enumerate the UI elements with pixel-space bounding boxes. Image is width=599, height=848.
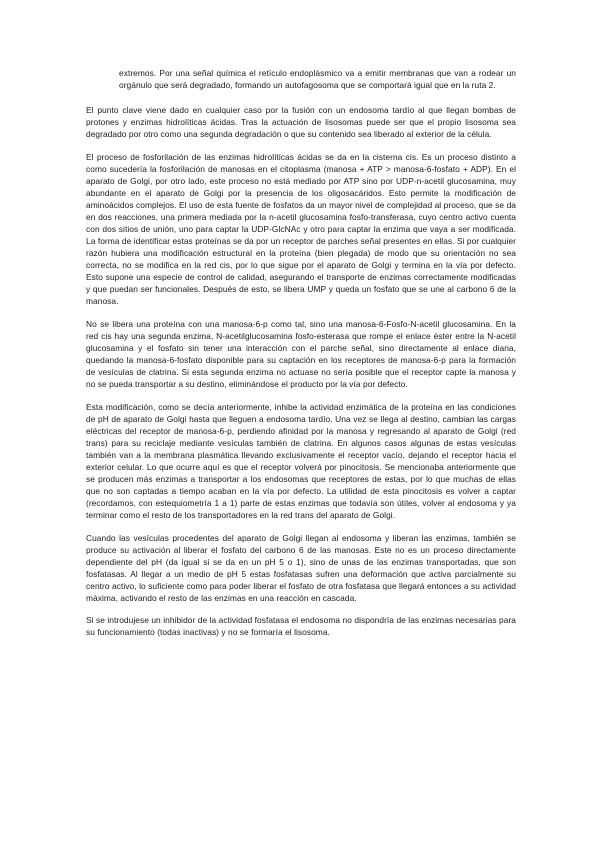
paragraph-receptor-recycling: Esta modificación, como se decía anteriormente, inhibe la actividad enzimática de la proteína en las condiciones de pH de aparato de Golgi hasta que lleguen a endosoma tardío. Una vez se llega al destino, cambian las cargas eléctricas del receptor de manosa-6-p, perdiendo afinidad por la manosa y regresando al aparato de Golgi (red trans) para su reciclaje mediante vesículas también de clatrina. En algunos casos algunas de estas vesículas también van a la membrana plasmática llevando exclusivamente el receptor vacío, dejando el receptor hacia el exterior celular. Lo que ocurre aquí es que el receptor volverá por pinocitosis. Se mencionaba anteriormente que se producen más enzimas a transportar a los endosomas que receptores de estas, por lo que muchas de ellas que no son captadas a tiempo acaban en la vía por defecto. La utilidad de esta pinocitosis es volver a captar (recordamos, con estequiometría 1 a 1) parte de estas enzimas que todavía son útiles, volver al endosoma y ya terminar como el resto de los transportadores en la red trans del aparato de Golgi. xyxy=(86,401,516,521)
paragraph-second-enzyme: No se libera una proteína con una manosa-6-p como tal, sino una manosa-6-Fosfo-N-acetil glucosamina. En la red cis hay una segunda enzima, N-acetilglucosamina fosfo-esterasa que rompe el enlace éster entre la N-acetil glucosamina y el fosfato sin tener una interacción con el parche señal, sino directamente al enlace diana, quedando la manosa-6-fosfato disponible para su captación en los receptores de manosa-6-p para la formación de vesículas de clatrina. Si esta segunda enzima no actuase no sería posible que el receptor capte la manosa y no se pueda transportar a su destino, eliminándose el producto por la vía por defecto. xyxy=(86,318,516,390)
paragraph-phosphatase-activation: Cuando las vesículas procedentes del aparato de Golgi llegan al endosoma y liberan las enzimas, también se produce su activación al liberar el fosfato del carbono 6 de las manosas. Este no es un proceso directamente dependiente del pH (da igual si se da en un pH 5 o 1), sino de unas de las enzimas transportadas, que son fosfatasas. Al llegar a un medio de pH 5 estas fosfatasas sufren una deformación que activa parcialmente su centro activo, lo suficiente como para poder liberar el fosfato de otra fosfatasa que llegará entonces a su actividad máxima, activando el resto de las enzimas en una reacción en cascada. xyxy=(86,532,516,603)
paragraph-phosphorylation: El proceso de fosforilación de las enzimas hidrolíticas ácidas se da en la cisterna cis. Es un proceso distinto a como sucedería la fosforilación de manosas en el citoplasma (manosa + ATP > manosa-6-fosfato + ADP). En el aparato de Golgi, por otro lado, este proceso no está mediado por ATP sino por UDP-n-acetil glucosamina, muy abundante en el aparato de Golgi por la presencia de los oligosacáridos. Esto permite la modificación de aminoácidos complejos. El uso de esta fuente de fosfatos da un mayor nivel de complejidad al proceso, que se da en dos reacciones, una primera mediada por la n-acetil glucosamina fosfo-transferasa, cuyo centro activo cuenta con dos sitios de unión, uno para captar la UDP-GlcNAc y otro para captar la enzima que vaya a ser modificada. La forma de identificar estas proteínas se da por un receptor de parches señal presentes en ellas. Si por cualquier razón hubiera una modificación estructural en la proteína (bien plegada) de modo que su orientación no sea correcta, no se modifica en la red cis, por lo que sigue por el aparato de Golgi y termina en la vía por defecto. Esto supone una especie de control de calidad, asegurando el transporte de enzimas correctamente modificadas y que puedan ser funcionales. Después de esto, se libera UMP y queda un fosfato que se une al carbono 6 de la manosa. xyxy=(86,151,516,307)
paragraph-endosome-fusion: El punto clave viene dado en cualquier caso por la fusión con un endosoma tardío al que llegan bombas de protones y enzimas hidrolíticas ácidas. Tras la actuación de lisosomas puede ser que el propio lisosoma sea degradado por otro como una segunda degradación o que su contenido sea liberado al exterior de la célula. xyxy=(86,105,516,140)
paragraph-inhibitor: Si se introdujese un inhibidor de la actividad fosfatasa el endosoma no dispondría de las enzimas necesarias para su funcionamiento (todas inactivas) y no se formaría el lisosoma. xyxy=(86,615,516,638)
paragraph-list-continuation: extremos. Por una señal química el retículo endoplásmico va a emitir membranas que van a rodear un orgánulo que será degradado, formando un autofagosoma que se comportará igual que en la ruta 2. xyxy=(119,68,516,91)
document-body xyxy=(86,67,516,649)
